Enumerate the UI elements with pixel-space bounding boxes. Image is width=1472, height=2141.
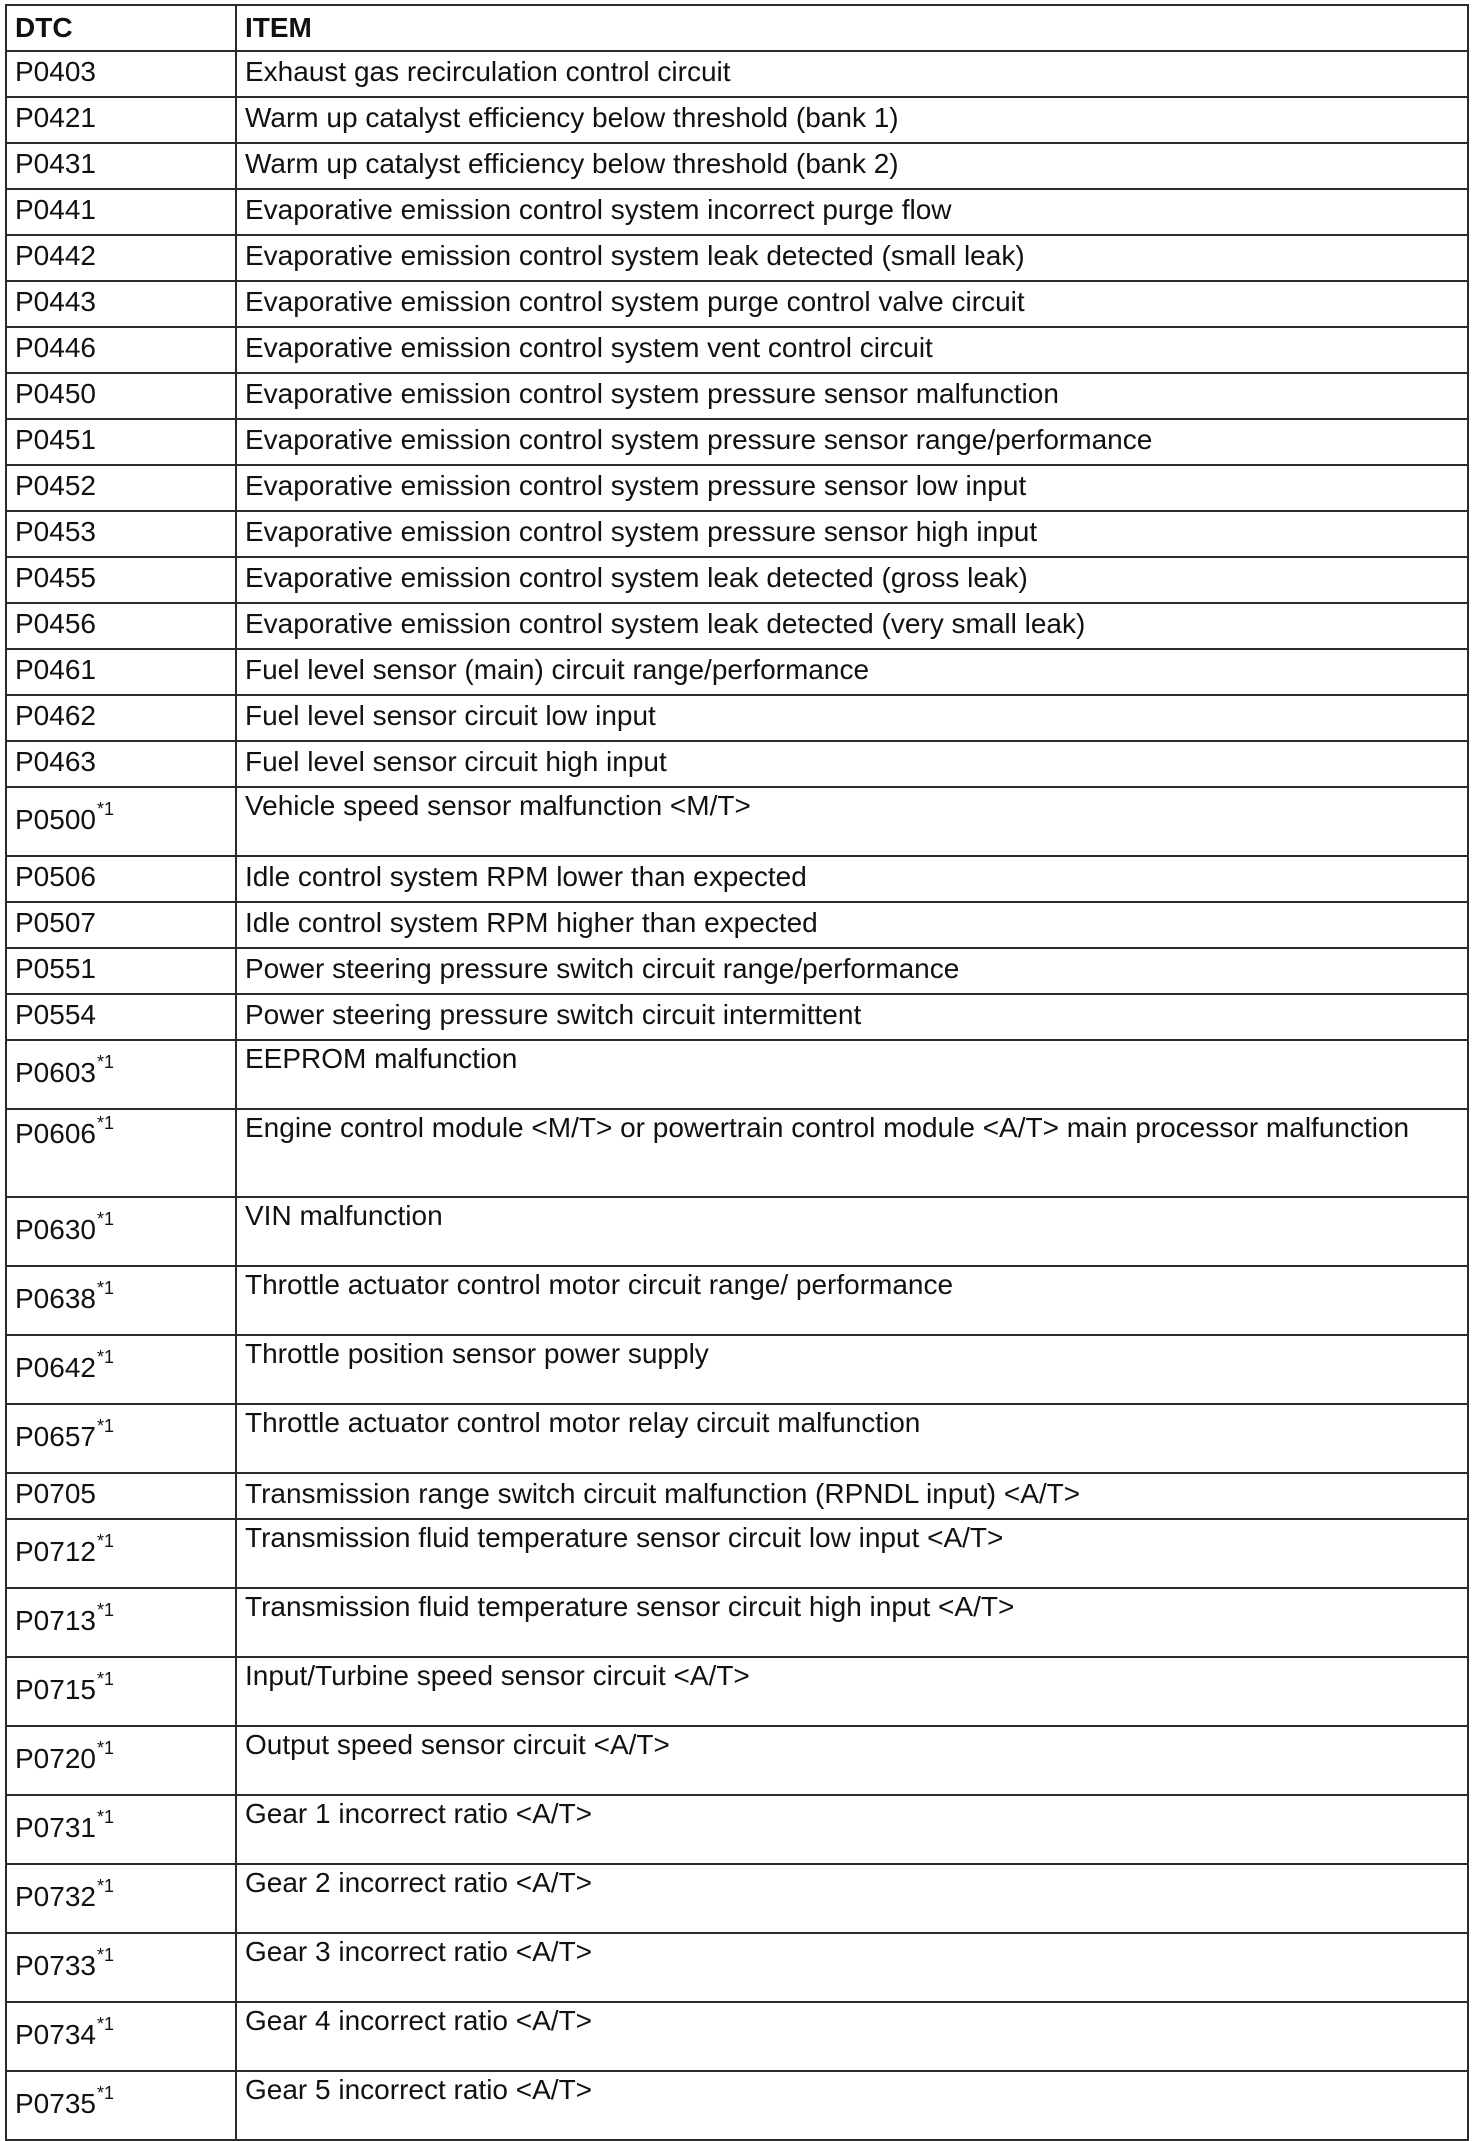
dtc-code-cell (6, 2002, 236, 2071)
dtc-item-description: Input/Turbine speed sensor circuit <A/T> (236, 1657, 1468, 1726)
footnote-marker: *1 (96, 1737, 114, 1758)
dtc-column-header: DTC (6, 5, 236, 51)
footnote-marker: *1 (96, 1599, 114, 1620)
table-row (6, 741, 1468, 787)
footnote-marker: *1 (96, 2013, 114, 2034)
dtc-code: P0606 (15, 1118, 96, 1149)
dtc-code-cell (6, 557, 236, 603)
dtc-item-description: Gear 2 incorrect ratio <A/T> (236, 1864, 1468, 1933)
dtc-code: P0712 (15, 1536, 96, 1567)
dtc-code: P0731 (15, 1812, 96, 1843)
footnote-marker: *1 (96, 1277, 114, 1298)
dtc-code-cell (6, 1109, 236, 1197)
footnote-marker: *1 (96, 1051, 114, 1072)
dtc-code-cell (6, 189, 236, 235)
table-row (6, 1197, 1468, 1266)
dtc-code-cell (6, 948, 236, 994)
dtc-code: P0462 (15, 700, 96, 731)
dtc-item-description: Evaporative emission control system pressure sensor high input (236, 511, 1468, 557)
dtc-code: P0551 (15, 953, 96, 984)
dtc-item-description: Evaporative emission control system leak detected (very small leak) (236, 603, 1468, 649)
dtc-item-description: Power steering pressure switch circuit range/performance (236, 948, 1468, 994)
dtc-code: P0453 (15, 516, 96, 547)
dtc-code-cell (6, 902, 236, 948)
dtc-code-cell (6, 603, 236, 649)
dtc-item-description: Transmission fluid temperature sensor circuit low input <A/T> (236, 1519, 1468, 1588)
dtc-code: P0442 (15, 240, 96, 271)
dtc-code-cell (6, 1795, 236, 1864)
dtc-code: P0733 (15, 1950, 96, 1981)
table-row (6, 603, 1468, 649)
table-row (6, 235, 1468, 281)
dtc-code: P0506 (15, 861, 96, 892)
dtc-code: P0554 (15, 999, 96, 1030)
dtc-item-description: Gear 5 incorrect ratio <A/T> (236, 2071, 1468, 2140)
footnote-marker: *1 (96, 1112, 114, 1133)
table-row (6, 787, 1468, 856)
table-row (6, 1519, 1468, 1588)
table-row (6, 1588, 1468, 1657)
dtc-code: P0734 (15, 2019, 96, 2050)
dtc-item-description: Gear 1 incorrect ratio <A/T> (236, 1795, 1468, 1864)
table-row (6, 1404, 1468, 1473)
dtc-code: P0455 (15, 562, 96, 593)
dtc-code: P0603 (15, 1057, 96, 1088)
footnote-marker: *1 (96, 1875, 114, 1896)
dtc-item-description: Engine control module <M/T> or powertrain control module <A/T> main processor malfunction (236, 1109, 1468, 1197)
table-row (6, 1864, 1468, 1933)
table-row (6, 649, 1468, 695)
dtc-item-description: Evaporative emission control system incorrect purge flow (236, 189, 1468, 235)
dtc-item-description: Fuel level sensor circuit high input (236, 741, 1468, 787)
footnote-marker: *1 (96, 1208, 114, 1229)
dtc-code-cell (6, 97, 236, 143)
table-row (6, 97, 1468, 143)
dtc-code-cell (6, 1266, 236, 1335)
table-row (6, 695, 1468, 741)
footnote-marker: *1 (96, 1668, 114, 1689)
table-row (6, 2002, 1468, 2071)
dtc-item-description: Evaporative emission control system pressure sensor low input (236, 465, 1468, 511)
dtc-item-description: Gear 4 incorrect ratio <A/T> (236, 2002, 1468, 2071)
table-row (6, 189, 1468, 235)
dtc-code: P0450 (15, 378, 96, 409)
table-row (6, 143, 1468, 189)
dtc-code: P0441 (15, 194, 96, 225)
table-row (6, 1335, 1468, 1404)
dtc-item-description: Power steering pressure switch circuit intermittent (236, 994, 1468, 1040)
table-row (6, 1795, 1468, 1864)
dtc-code-cell (6, 373, 236, 419)
dtc-item-description: Throttle actuator control motor circuit range/ performance (236, 1266, 1468, 1335)
dtc-code-cell (6, 1040, 236, 1109)
dtc-item-description: Evaporative emission control system pressure sensor malfunction (236, 373, 1468, 419)
dtc-code-cell (6, 235, 236, 281)
dtc-code-cell (6, 1726, 236, 1795)
dtc-item-description: Transmission fluid temperature sensor circuit high input <A/T> (236, 1588, 1468, 1657)
dtc-item-description: Evaporative emission control system pressure sensor range/performance (236, 419, 1468, 465)
dtc-item-description: Fuel level sensor circuit low input (236, 695, 1468, 741)
dtc-code: P0638 (15, 1283, 96, 1314)
table-row (6, 1109, 1468, 1197)
dtc-code-cell (6, 2071, 236, 2140)
dtc-item-description: Fuel level sensor (main) circuit range/performance (236, 649, 1468, 695)
footnote-marker: *1 (96, 2082, 114, 2103)
table-row (6, 948, 1468, 994)
table-row (6, 511, 1468, 557)
dtc-item-description: Idle control system RPM higher than expected (236, 902, 1468, 948)
dtc-code-cell (6, 1864, 236, 1933)
dtc-code: P0451 (15, 424, 96, 455)
dtc-code-cell (6, 281, 236, 327)
dtc-code: P0642 (15, 1352, 96, 1383)
dtc-code-cell (6, 51, 236, 97)
table-row (6, 327, 1468, 373)
dtc-code: P0630 (15, 1214, 96, 1245)
dtc-code-cell (6, 649, 236, 695)
dtc-code-cell (6, 856, 236, 902)
dtc-item-description: Transmission range switch circuit malfunction (RPNDL input) <A/T> (236, 1473, 1468, 1519)
dtc-code: P0735 (15, 2088, 96, 2119)
table-row (6, 1473, 1468, 1519)
dtc-code: P0657 (15, 1421, 96, 1452)
table-row (6, 856, 1468, 902)
dtc-item-description: VIN malfunction (236, 1197, 1468, 1266)
table-row (6, 1726, 1468, 1795)
dtc-code-cell (6, 1335, 236, 1404)
dtc-item-description: Output speed sensor circuit <A/T> (236, 1726, 1468, 1795)
dtc-item-description: Warm up catalyst efficiency below threshold (bank 1) (236, 97, 1468, 143)
dtc-code-cell (6, 327, 236, 373)
table-row (6, 2071, 1468, 2140)
table-row (6, 373, 1468, 419)
dtc-code: P0421 (15, 102, 96, 133)
footnote-marker: *1 (96, 1346, 114, 1367)
dtc-code: P0463 (15, 746, 96, 777)
footnote-marker: *1 (96, 1530, 114, 1551)
dtc-code: P0446 (15, 332, 96, 363)
dtc-item-description: Throttle actuator control motor relay circuit malfunction (236, 1404, 1468, 1473)
dtc-item-description: EEPROM malfunction (236, 1040, 1468, 1109)
dtc-item-description: Throttle position sensor power supply (236, 1335, 1468, 1404)
table-row (6, 557, 1468, 603)
table-row (6, 1657, 1468, 1726)
dtc-table (5, 4, 1469, 2141)
table-row (6, 1040, 1468, 1109)
dtc-item-description: Idle control system RPM lower than expected (236, 856, 1468, 902)
footnote-marker: *1 (96, 1415, 114, 1436)
dtc-item-description: Vehicle speed sensor malfunction <M/T> (236, 787, 1468, 856)
dtc-code: P0507 (15, 907, 96, 938)
table-body (6, 51, 1468, 2140)
dtc-code-cell (6, 1519, 236, 1588)
dtc-code: P0461 (15, 654, 96, 685)
footnote-marker: *1 (96, 798, 114, 819)
table-row (6, 419, 1468, 465)
table-row (6, 51, 1468, 97)
dtc-code: P0705 (15, 1478, 96, 1509)
dtc-code-cell (6, 419, 236, 465)
dtc-code: P0452 (15, 470, 96, 501)
table-row (6, 994, 1468, 1040)
table-row (6, 1266, 1468, 1335)
dtc-code-cell (6, 1473, 236, 1519)
dtc-code-cell (6, 994, 236, 1040)
dtc-code: P0715 (15, 1674, 96, 1705)
footnote-marker: *1 (96, 1944, 114, 1965)
dtc-code-cell (6, 511, 236, 557)
dtc-item-description: Evaporative emission control system purge control valve circuit (236, 281, 1468, 327)
dtc-code-cell (6, 695, 236, 741)
dtc-code-cell (6, 741, 236, 787)
dtc-code: P0713 (15, 1605, 96, 1636)
dtc-code: P0456 (15, 608, 96, 639)
table-row (6, 281, 1468, 327)
item-column-header: ITEM (236, 5, 1468, 51)
dtc-item-description: Evaporative emission control system vent control circuit (236, 327, 1468, 373)
dtc-item-description: Evaporative emission control system leak detected (gross leak) (236, 557, 1468, 603)
table-row (6, 465, 1468, 511)
dtc-code-cell (6, 465, 236, 511)
dtc-code: P0500 (15, 804, 96, 835)
dtc-code: P0403 (15, 56, 96, 87)
dtc-item-description: Evaporative emission control system leak detected (small leak) (236, 235, 1468, 281)
dtc-code-cell (6, 1657, 236, 1726)
dtc-item-description: Exhaust gas recirculation control circuit (236, 51, 1468, 97)
footnote-marker: *1 (96, 1806, 114, 1827)
table-row (6, 902, 1468, 948)
dtc-code-cell (6, 787, 236, 856)
dtc-item-description: Warm up catalyst efficiency below threshold (bank 2) (236, 143, 1468, 189)
dtc-code: P0431 (15, 148, 96, 179)
dtc-code-cell (6, 1197, 236, 1266)
dtc-item-description: Gear 3 incorrect ratio <A/T> (236, 1933, 1468, 2002)
dtc-code-cell (6, 1588, 236, 1657)
dtc-code-cell (6, 143, 236, 189)
dtc-code: P0720 (15, 1743, 96, 1774)
dtc-code: P0732 (15, 1881, 96, 1912)
dtc-code: P0443 (15, 286, 96, 317)
header-row (6, 5, 1468, 51)
dtc-code-cell (6, 1404, 236, 1473)
